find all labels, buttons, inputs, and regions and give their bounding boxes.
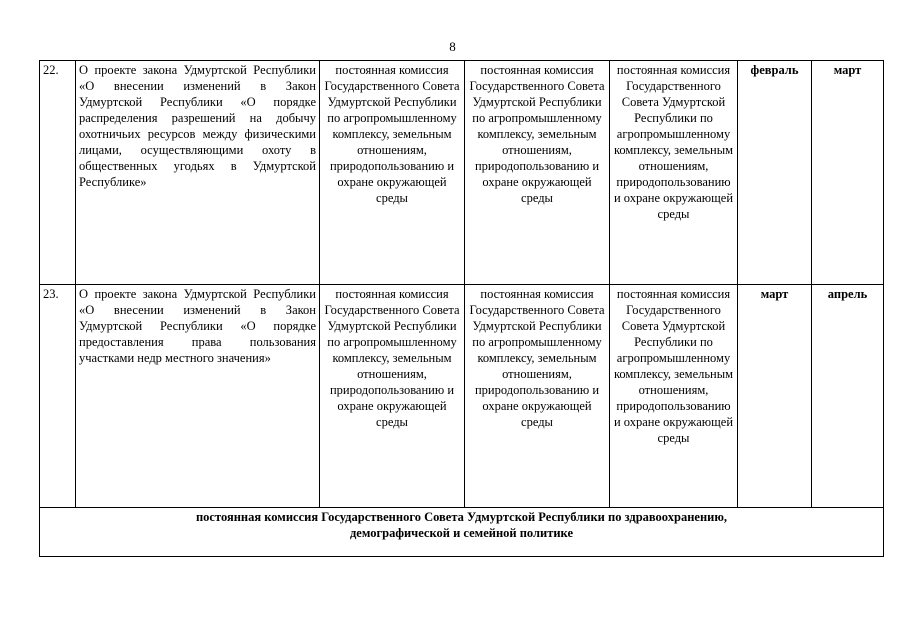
reporting-committee: постоянная комиссия Государственного Совета Удмуртской Республики по агропромышленному комплексу, земельным отношениям, природопользованию и охране окружающей среды	[610, 61, 738, 285]
table-row	[40, 61, 884, 285]
section-heading-line-2: демографической и семейной политике	[349, 526, 574, 540]
month-end: апрель	[812, 285, 884, 508]
row-title: О проекте закона Удмуртской Республики «О внесении изменений в Закон Удмуртской Республики «О порядке распределения разрешений на добычу охотничьих ресурсов между физическими лицами, осуществляющими охоту в общественных угодьях в Удмуртской Республике»	[76, 61, 320, 285]
row-number: 22.	[40, 61, 76, 285]
responsible-committee: постоянная комиссия Государственного Совета Удмуртской Республики по агропромышленному комплексу, земельным отношениям, природопользованию и охране окружающей среды	[320, 61, 465, 285]
section-heading-row	[40, 508, 884, 557]
table-row	[40, 285, 884, 508]
plan-table	[39, 60, 884, 557]
section-heading	[40, 508, 884, 557]
preparing-committee: постоянная комиссия Государственного Совета Удмуртской Республики по агропромышленному комплексу, земельным отношениям, природопользованию и охране окружающей среды	[465, 61, 610, 285]
row-title: О проекте закона Удмуртской Республики «О внесении изменений в Закон Удмуртской Республики «О порядке предоставления права пользования участками недр местного значения»	[76, 285, 320, 508]
month-start: февраль	[738, 61, 812, 285]
preparing-committee: постоянная комиссия Государственного Совета Удмуртской Республики по агропромышленному комплексу, земельным отношениям, природопользованию и охране окружающей среды	[465, 285, 610, 508]
reporting-committee: постоянная комиссия Государственного Совета Удмуртской Республики по агропромышленному комплексу, земельным отношениям, природопользованию и охране окружающей среды	[610, 285, 738, 508]
row-number: 23.	[40, 285, 76, 508]
page-number: 8	[449, 39, 456, 54]
month-start: март	[738, 285, 812, 508]
section-heading-line-1: постоянная комиссия Государственного Совета Удмуртской Республики по здравоохранению,	[195, 510, 728, 524]
month-end: март	[812, 61, 884, 285]
responsible-committee: постоянная комиссия Государственного Совета Удмуртской Республики по агропромышленному комплексу, земельным отношениям, природопользованию и охране окружающей среды	[320, 285, 465, 508]
